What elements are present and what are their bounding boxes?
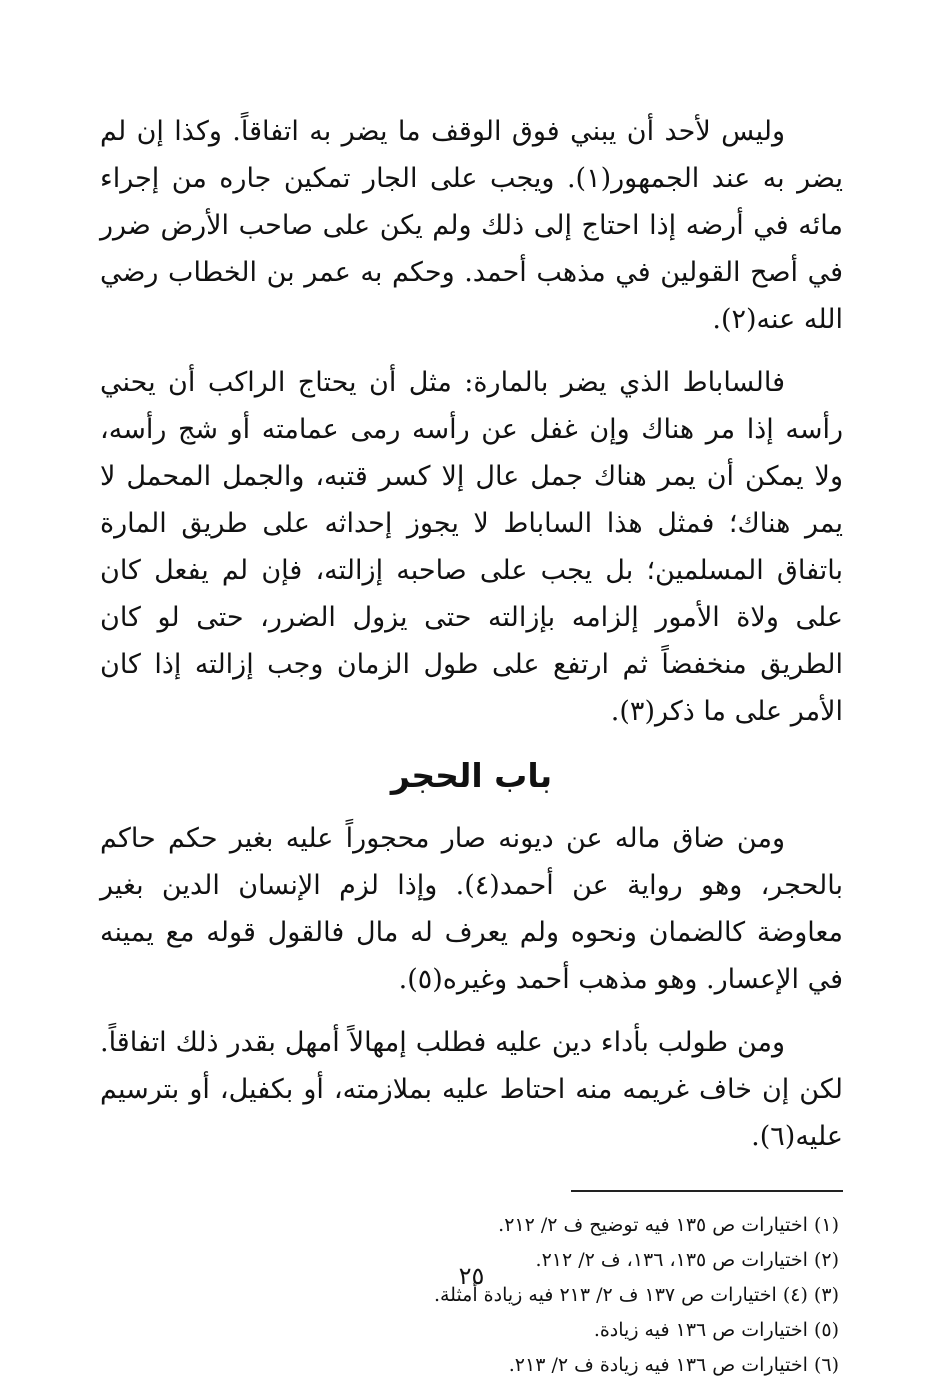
footnote-item: (٢) اختيارات ص ١٣٥، ١٣٦، ف ٢/ ٢١٢. xyxy=(535,1249,839,1271)
page-number: ٢٥ xyxy=(458,1262,485,1290)
paragraph-demand: ومن طولب بأداء دين عليه فطلب إمهالاً أمهل بقدر ذلك اتفاقاً. لكن إن خاف غريمه منه احتاط عليه بملازمته، أو بكفيل، أو بترسيم عليه(٦). xyxy=(100,1027,843,1152)
footnote-item: (٦) اختيارات ص ١٣٦ فيه زيادة ف ٢/ ٢١٣. xyxy=(508,1354,839,1376)
footnote-item: (٥) اختيارات ص ١٣٦ فيه زيادة. xyxy=(593,1319,839,1341)
footnote-separator xyxy=(571,1190,843,1192)
footnote-item: (٣) (٤) اختيارات ص ١٣٧ ف ٢/ ٢١٣ فيه زيادة أمثلة. xyxy=(433,1284,839,1306)
footnote-item: (١) اختيارات ص ١٣٥ فيه توضيح ف ٢/ ٢١٢. xyxy=(498,1214,839,1236)
section-heading: باب الحجر xyxy=(390,756,553,795)
paragraph-waqf: وليس لأحد أن يبني فوق الوقف ما يضر به اتفاقاً. وكذا إن لم يضر به عند الجمهور(١). ويجب على الجار تمكين جاره من إجراء مائه في أرضه إذا احتاج إلى ذلك ولم يكن على صاحب الأرض ضرر في أصح القولين في مذهب أحمد. وحكم به عمر بن الخطاب رضي الله عنه(٢). xyxy=(100,116,843,335)
paragraph-sabat: فالساباط الذي يضر بالمارة: مثل أن يحتاج الراكب أن يحني رأسه إذا مر هناك وإن غفل عن رأسه رمى عمامته أو شج رأسه، ولا يمكن أن يمر هناك جمل عال إلا كسر قتبه، والجمل المحمل لا يمر هناك؛ فمثل هذا الساباط لا يجوز إحداثه على طريق المارة باتفاق المسلمين؛ بل يجب على صاحبه إزالته، فإن لم يفعل كان على ولاة الأمور إلزامه بإزالته حتى يزول الضرر، حتى لو كان الطريق منخفضاً ثم ارتفع على طول الزمان وجب إزالته إذا كان الأمر على ما ذكر(٣). xyxy=(100,367,843,727)
footnotes xyxy=(100,1208,843,1383)
paragraph-debts: ومن ضاق ماله عن ديونه صار محجوراً عليه بغير حكم حاكم بالحجر، وهو رواية عن أحمد(٤). وإذا لزم الإنسان الدين بغير معاوضة كالضمان ونحوه ولم يعرف له مال فالقول قوله مع يمينه في الإعسار. وهو مذهب أحمد وغيره(٥). xyxy=(100,823,844,995)
